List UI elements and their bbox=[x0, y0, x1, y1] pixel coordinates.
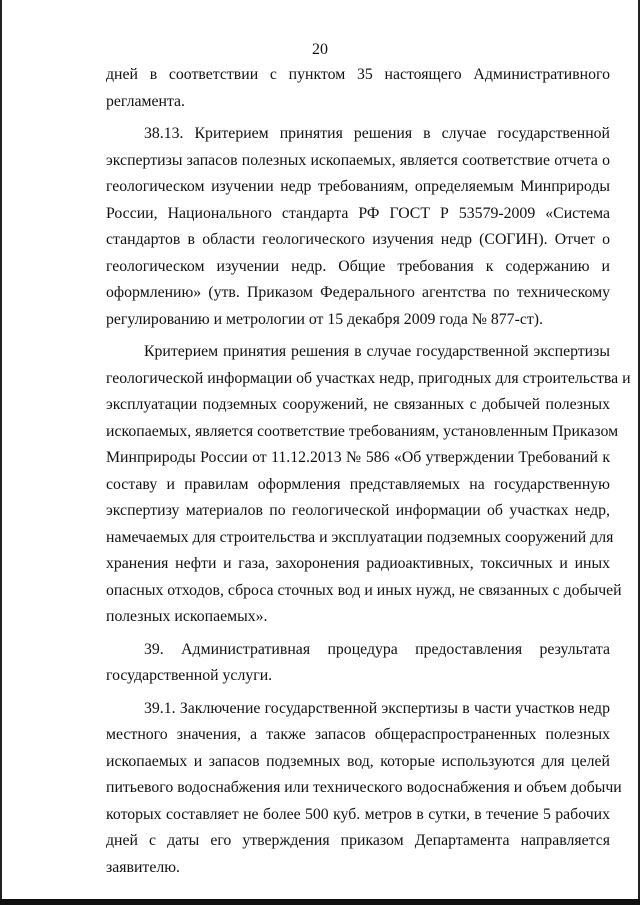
text-line: стандартов в области геологического изучения недр (СОГИН). Отчет о bbox=[106, 231, 610, 248]
text-line: заявителю. bbox=[106, 858, 180, 876]
text-line: регламента. bbox=[106, 92, 185, 110]
paragraph bbox=[106, 637, 610, 690]
text-line: ископаемых, является соответствие требованиям, установленным Приказом bbox=[106, 422, 619, 440]
text-line: местного значения, а также запасов общераспространенных полезных bbox=[106, 726, 610, 743]
text-line: Минприроды России от 11.12.2013 № 586 «Об утверждении Требований к bbox=[106, 449, 610, 466]
text-line: хранения нефти и газа, захоронения радиоактивных, токсичных и иных bbox=[106, 555, 610, 572]
text-line: геологической информации об участках недр, пригодных для строительства и bbox=[106, 369, 631, 387]
text-line: 38.13. Критерием принятия решения в случае государственной bbox=[144, 125, 610, 142]
text-line: намечаемых для строительства и эксплуатации подземных сооружений для bbox=[106, 528, 614, 546]
text-line: Критерием принятия решения в случае государственной экспертизы bbox=[144, 343, 610, 360]
paragraph bbox=[106, 62, 610, 115]
text-line: государственной услуги. bbox=[106, 667, 273, 684]
document-body bbox=[106, 62, 631, 881]
text-line: экспертизу материалов по геологической информации об участках недр, bbox=[106, 502, 610, 519]
scan-edge-left bbox=[0, 0, 2, 905]
text-line: дней в соответствии с пунктом 35 настоящего Административного bbox=[106, 66, 610, 83]
text-line: эксплуатации подземных сооружений, не связанных с добычей полезных bbox=[106, 396, 610, 413]
paragraph bbox=[106, 339, 631, 631]
text-line: ископаемых и запасов подземных вод, которые используются для целей bbox=[106, 752, 610, 770]
page-number: 20 bbox=[312, 41, 328, 58]
text-line: которых составляет не более 500 куб. метров в сутки, в течение 5 рабочих bbox=[106, 805, 610, 823]
text-line: 39. Административная процедура предоставления результата bbox=[144, 640, 610, 658]
text-line: экспертизы запасов полезных ископаемых, является соответствие отчета о bbox=[106, 151, 610, 169]
text-line: дней с даты его утверждения приказом Департамента направляется bbox=[106, 832, 610, 849]
text-line: геологическом изучении недр требованиям, определяемым Минприроды bbox=[106, 178, 610, 195]
text-line: полезных ископаемых». bbox=[106, 608, 268, 625]
text-line: 39.1. Заключение государственной экспертизы в части участков недр bbox=[144, 699, 610, 717]
text-line: питьевого водоснабжения или технического водоснабжения и объем добычи bbox=[106, 779, 622, 796]
text-line: геологическом изучении недр. Общие требования к содержанию и bbox=[106, 257, 610, 275]
text-line: оформлению» (утв. Приказом Федерального агентства по техническому bbox=[106, 284, 610, 301]
text-line: регулированию и метрологии от 15 декабря 2009 года № 877-ст). bbox=[106, 310, 543, 328]
text-line: опасных отходов, сброса сточных вод и иных нужд, не связанных с добычей bbox=[106, 581, 622, 599]
text-line: составу и правилам оформления представляемых на государственную bbox=[106, 475, 610, 493]
paragraph bbox=[106, 696, 622, 882]
scan-edge-bottom bbox=[0, 899, 640, 905]
paragraph bbox=[106, 121, 610, 333]
text-line: России, Национального стандарта РФ ГОСТ Р 53579-2009 «Система bbox=[106, 204, 610, 222]
